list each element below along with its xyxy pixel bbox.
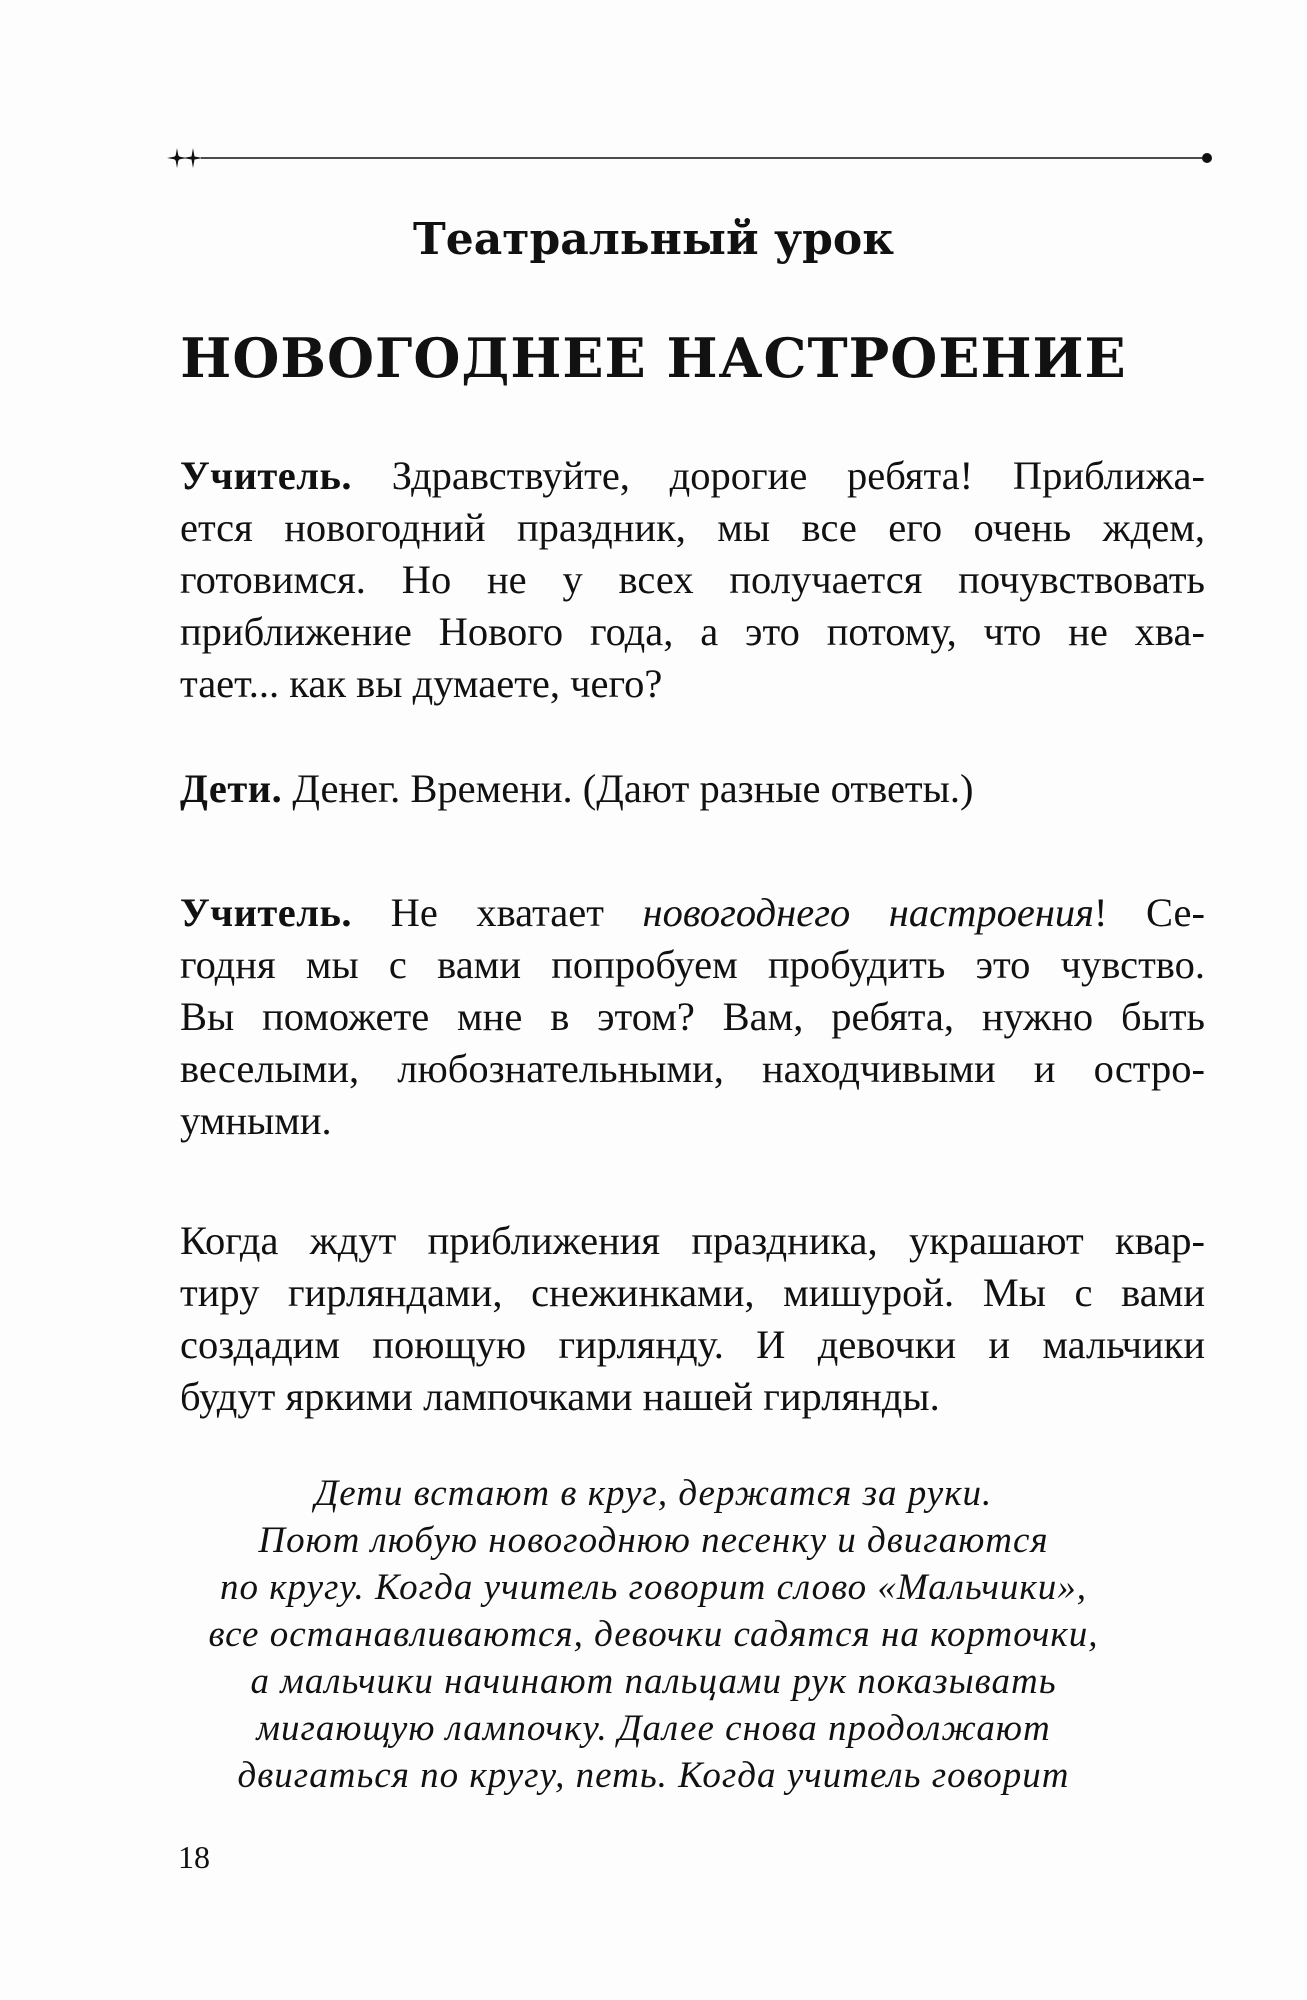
line-text: Денег. Времени. (Дают разные ответы.)	[292, 766, 974, 811]
dot-icon	[1202, 153, 1212, 163]
paragraph-line	[180, 887, 1205, 939]
stage-line: Поют любую новогоднюю песенку и двигаются	[258, 1520, 1049, 1561]
paragraph-line: веселыми, любознательными, находчивыми и остро-	[180, 1046, 1205, 1091]
speaker-label: Учитель.	[180, 453, 353, 498]
paragraph-teacher-1	[180, 450, 1205, 710]
paragraph-line: годня мы с вами попробуем пробудить это чувство.	[180, 942, 1205, 987]
emphasis-text: новогоднего настроения	[642, 890, 1094, 935]
paragraph-teacher-2	[180, 887, 1205, 1147]
paragraph-line: Вы поможете мне в этом? Вам, ребята, нужно быть	[180, 994, 1205, 1039]
paragraph-line: будут яркими лампочками нашей гирлянды.	[180, 1374, 940, 1419]
lesson-title: НОВОГОДНЕЕ НАСТРОЕНИЕ	[180, 326, 1127, 390]
paragraph-line: тиру гирляндами, снежинками, мишурой. Мы с вами	[180, 1270, 1205, 1315]
stage-line: мигающую лампочку. Далее снова продолжают	[256, 1708, 1051, 1749]
paragraph-line: готовимся. Но не у всех получается почувствовать	[180, 557, 1205, 602]
line-text: Не хватает	[390, 890, 604, 935]
page-number: 18	[178, 1839, 210, 1875]
star-icon	[183, 148, 203, 168]
ornament-rule	[165, 143, 1215, 173]
paragraph-line	[180, 450, 1205, 502]
stage-direction	[0, 1470, 1307, 1799]
speaker-label: Дети.	[180, 766, 283, 811]
stage-line: а мальчики начинают пальцами рук показывать	[250, 1661, 1057, 1702]
stage-line: двигаться по кругу, петь. Когда учитель говорит	[237, 1755, 1070, 1796]
ornament-rule-graphic	[165, 143, 1215, 173]
line-text: Здравствуйте, дорогие ребята! Приближа-	[391, 453, 1205, 498]
paragraph-line: приближение Нового года, а это потому, что не хва-	[180, 609, 1205, 654]
speaker-label: Учитель.	[180, 890, 353, 935]
stage-line: все останавливаются, девочки садятся на корточки,	[208, 1614, 1099, 1655]
paragraph-line: умными.	[180, 1098, 332, 1143]
line-text: ! Се-	[1094, 890, 1205, 935]
paragraph-line: создадим поющую гирлянду. И девочки и мальчики	[180, 1322, 1205, 1367]
stage-line: Дети встают в круг, держатся за руки.	[314, 1473, 993, 1514]
paragraph-line	[180, 763, 1205, 815]
stage-line: по кругу. Когда учитель говорит слово «Мальчики»,	[220, 1567, 1087, 1608]
paragraph-children	[180, 763, 1205, 815]
lesson-subtitle: Театральный урок	[413, 214, 894, 265]
paragraph-line: тает... как вы думаете, чего?	[180, 661, 663, 706]
paragraph-line: Когда ждут приближения праздника, украшают квар-	[180, 1218, 1205, 1263]
paragraph-line: ется новогодний праздник, мы все его очень ждем,	[180, 505, 1205, 550]
paragraph-narrative	[180, 1215, 1205, 1423]
